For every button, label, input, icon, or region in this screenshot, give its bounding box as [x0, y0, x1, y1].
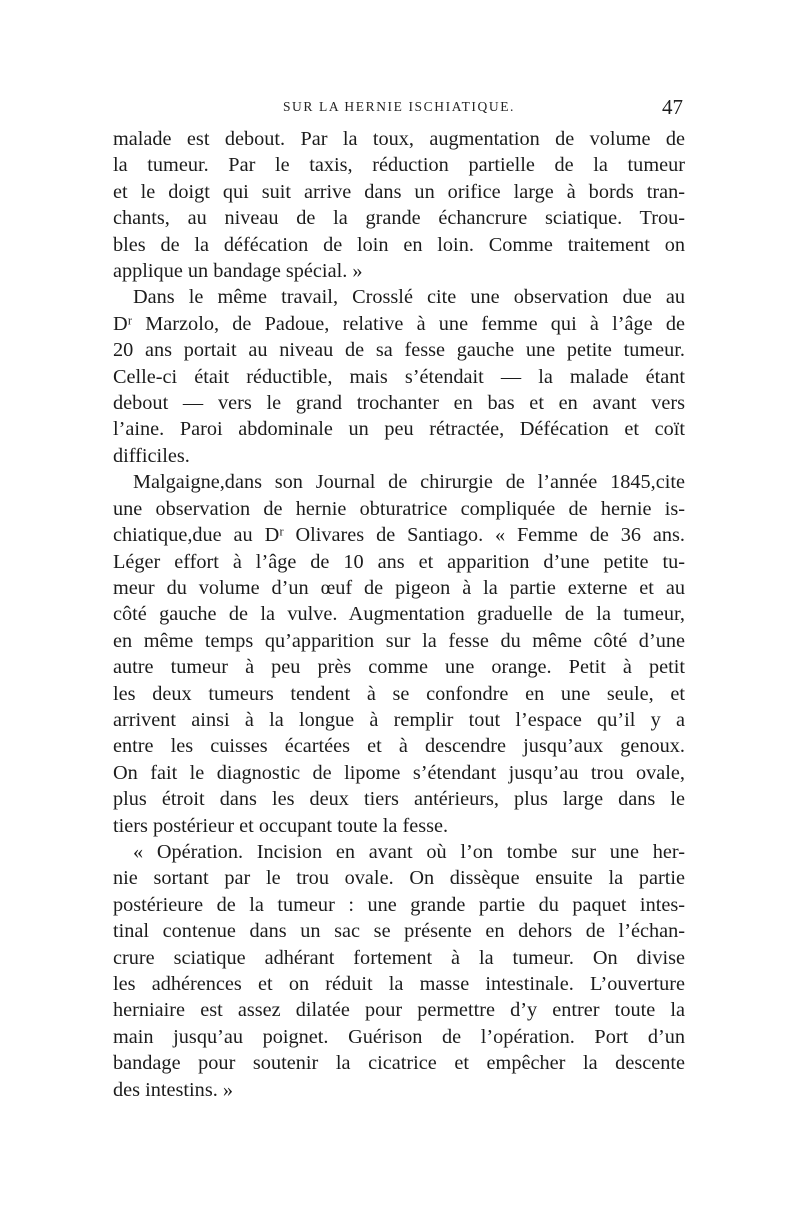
text-line: chants, au niveau de la grande échancrure sciatique. Trou-	[113, 207, 685, 230]
text-line: nie sortant par le trou ovale. On dissèque ensuite la partie	[113, 867, 685, 890]
text-line: 20 ans portait au niveau de sa fesse gauche une petite tumeur.	[113, 339, 685, 362]
paragraph	[113, 126, 685, 284]
text-line: entre les cuisses écartées et à descendre jusqu’aux genoux.	[113, 735, 685, 758]
text-line: côté gauche de la vulve. Augmentation graduelle de la tumeur,	[113, 603, 685, 626]
text-line: Dʳ Marzolo, de Padoue, relative à une femme qui à l’âge de	[113, 312, 685, 335]
body-text	[113, 126, 685, 1121]
text-line: les deux tumeurs tendent à se confondre en une seule, et	[113, 682, 685, 705]
text-line: arrivent ainsi à la longue à remplir tout l’espace qu’il y a	[113, 708, 685, 731]
text-line: autre tumeur à peu près comme une orange. Petit à petit	[113, 656, 685, 679]
text-line: « Opération. Incision en avant où l’on tombe sur une her-	[133, 840, 685, 863]
text-line: herniaire est assez dilatée pour permettre d’y entrer toute la	[113, 999, 685, 1022]
text-line: tiers postérieur et occupant toute la fesse.	[113, 814, 449, 837]
running-title: SUR LA HERNIE ISCHIATIQUE.	[282, 99, 516, 114]
text-line: debout — vers le grand trochanter en bas et en avant vers	[113, 392, 685, 415]
page-number: 47	[662, 95, 683, 119]
text-line: Malgaigne,dans son Journal de chirurgie de l’année 1845,cite	[133, 471, 685, 494]
text-line: les adhérences et on réduit la masse intestinale. L’ouverture	[113, 973, 685, 995]
page-header	[113, 95, 685, 121]
text-line: On fait le diagnostic de lipome s’étendant jusqu’au trou ovale,	[113, 761, 685, 784]
text-line: bandage pour soutenir la cicatrice et empêcher la descente	[113, 1052, 685, 1075]
text-line: la tumeur. Par le taxis, réduction partielle de la tumeur	[113, 154, 685, 177]
text-line: applique un bandage spécial. »	[113, 260, 363, 283]
text-line: une observation de hernie obturatrice compliquée de hernie is-	[113, 497, 685, 520]
text-line: difficiles.	[113, 444, 190, 467]
text-line: main jusqu’au poignet. Guérison de l’opération. Port d’un	[113, 1025, 685, 1048]
text-line: Celle-ci était réductible, mais s’étendait — la malade étant	[113, 365, 685, 388]
text-line: des intestins. »	[113, 1078, 233, 1101]
text-line: crure sciatique adhérant fortement à la tumeur. On divise	[113, 946, 685, 969]
text-line: chiatique,due au Dʳ Olivares de Santiago. « Femme de 36 ans.	[113, 524, 685, 547]
paragraph	[113, 469, 685, 839]
text-line: Dans le même travail, Crosslé cite une observation due au	[133, 286, 685, 309]
text-line: bles de la défécation de loin en loin. Comme traitement on	[113, 233, 685, 256]
text-line: l’aine. Paroi abdominale un peu rétractée, Défécation et coït	[113, 418, 685, 441]
text-line: et le doigt qui suit arrive dans un orifice large à bords tran-	[113, 180, 685, 203]
text-line: malade est debout. Par la toux, augmentation de volume de	[113, 128, 685, 150]
text-line: en même temps qu’apparition sur la fesse du même côté d’une	[113, 629, 685, 652]
text-line: meur du volume d’un œuf de pigeon à la partie externe et au	[113, 576, 685, 599]
paragraph	[113, 284, 685, 469]
text-line: plus étroit dans les deux tiers antérieurs, plus large dans le	[113, 788, 685, 811]
paragraph	[113, 839, 685, 1103]
text-line: Léger effort à l’âge de 10 ans et apparition d’une petite tu-	[113, 550, 685, 573]
text-line: postérieure de la tumeur : une grande partie du paquet intes-	[113, 893, 685, 916]
text-line: tinal contenue dans un sac se présente en dehors de l’échan-	[113, 920, 685, 943]
